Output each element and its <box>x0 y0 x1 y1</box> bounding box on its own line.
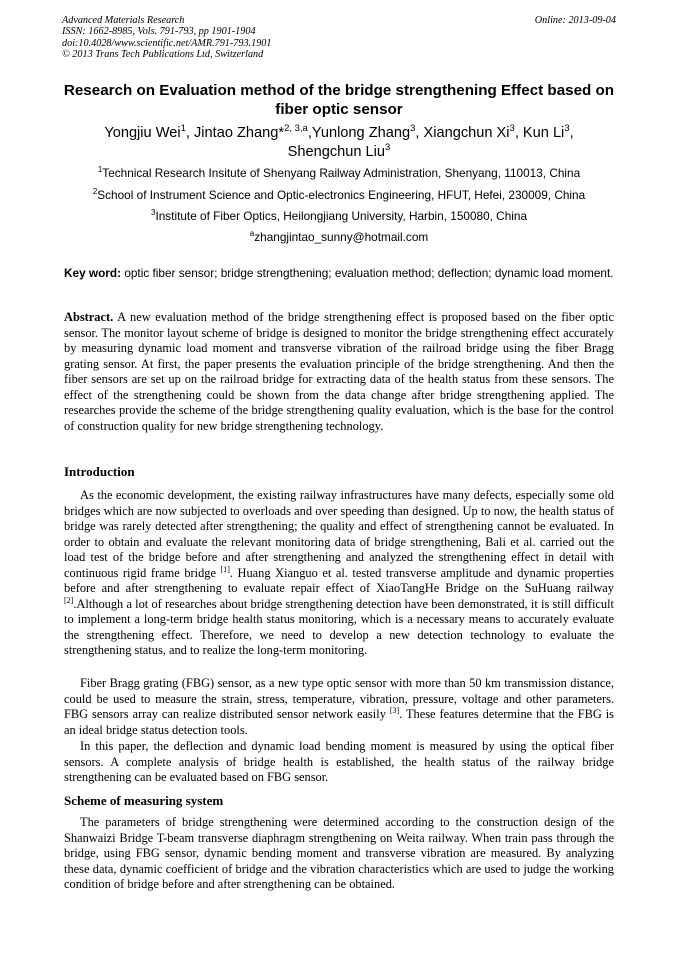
author: Shengchun Liu$^3$ <box>287 141 391 160</box>
author: Jintao Zhang*$^{2, 3,a}$, <box>194 123 312 141</box>
abstract-text: A new evaluation method of the bridge strengthening effect is proposed based on the fiber optic sensor. The monitor layout scheme of bridge is designed to monitor the bridge strengthening effect accurately by measuring dynamic load moment and transverse vibration of the railroad bridge using the fiber Bragg grating sensor. At first, the paper presents the evaluation principle of the bridge strengthening. And then the fiber sensors are set up on the railroad bridge for extracting data of the health status from these sensors. The effect of the strengthening could be shown from the data change after bridge strengthening applied. The researches provide the scheme of the bridge strengthening quality evaluation, which is the base for the control of construction quality for new bridge strengthening technology. <box>64 310 614 433</box>
keywords <box>64 266 614 280</box>
keywords-text: optic fiber sensor; bridge strengthening; evaluation method; deflection; dynamic load moment. <box>124 266 614 280</box>
section-heading: Introduction <box>64 464 135 479</box>
affiliation: $^2$School of Instrument Science and Optic-electronics Engineering, HFUT, Hefei, 230009, China <box>92 187 586 202</box>
author: Yongjiu Wei$^1$, <box>104 123 194 141</box>
author: Yunlong Zhang$^3$, <box>311 123 424 141</box>
affiliation: $^3$Institute of Fiber Optics, Heilongjiang University, Harbin, 150080, China <box>150 208 528 223</box>
abstract-label: Abstract. <box>64 310 114 324</box>
journal-header <box>62 15 616 61</box>
intro-paragraph-3: In this paper, the deflection and dynamic load bending moment is measured by using the optical fiber sensors. A complete analysis of bridge health is established, the health status of the railway bridge strengthening can be evaluated based on FBG sensor. <box>64 739 614 785</box>
corresponding-email: $^a$zhangjintao_sunny@hotmail.com <box>249 229 429 244</box>
journal-copyright: © 2013 Trans Tech Publications Ltd, Switzerland <box>62 49 264 61</box>
citation: [2] <box>64 595 74 605</box>
journal-name: Advanced Materials Research <box>62 15 185 26</box>
paper-title: Research on Evaluation method of the bridge strengthening Effect based on fiber optic sensor <box>63 82 615 118</box>
keywords-label: Key word: <box>64 266 122 280</box>
scheme-paragraph-1: The parameters of bridge strengthening were determined according to the construction design of the Shanwaizi Bridge T-beam transverse diaphragm strengthening on Weita railway. When train pass through the bridge, using FBG sensor, dynamic bending moment and transverse vibration are measured. By analyzing these data, dynamic coefficient of bridge and the vibration characteristics which are used to judge the working condition of bridge before and after strengthening can be obtained. <box>64 815 614 892</box>
citation: [3] <box>389 705 400 715</box>
author: Kun Li$^3$, <box>522 123 574 141</box>
online-date: Online: 2013-09-04 <box>534 15 616 26</box>
abstract <box>64 310 614 434</box>
journal-issn: ISSN: 1662-8985, Vols. 791-793, pp 1901-1904 <box>62 26 256 38</box>
citation: [1] <box>220 564 230 574</box>
author-list <box>60 124 618 161</box>
journal-doi: doi:10.4028/www.scientific.net/AMR.791-793.1901 <box>62 37 272 49</box>
intro-paragraph-2: Fiber Bragg grating (FBG) sensor, as a new type optic sensor with more than 50 km transmission distance, could be used to measure the strain, stress, temperature, vibration, pressure, voltage and other parameters. FBG sensors array can realize distributed sensor network easily [3]. These features determine that the FBG is an ideal bridge status detection tools. <box>64 676 614 737</box>
intro-paragraph-1: As the economic development, the existing railway infrastructures have many defects, especially some old bridges which are now subjected to overloads and over speeding than designed. Up to now, the health status of bridge was rarely detected after strengthening; the quality and effect of strengthening cannot be evaluated. In order to obtain and evaluate the relevant monitoring data of bridge strengthening, Bali et al. carried out the load test of the bridge before and after strengthening and analyzed the strengthening effect in detail with continuous rigid frame bridge [1]. Huang Xianguo et al. tested transverse amplitude and dynamic properties before and after strengthening to evaluate repair effect of XiaoTangHe Bridge on the SuHuang railway [2].Although a lot of researches about bridge strengthening detection have been demonstrated, it is still difficult to implement a long-term bridge health status monitoring, which is a necessary means to accurately evaluate the strengthening effect. Therefore, we need to develop a new detection technology to evaluate the strengthening status, and to realize the long-term monitoring. <box>64 488 614 658</box>
author: Xiangchun Xi$^3$, <box>423 123 523 141</box>
section-heading: Scheme of measuring system <box>64 793 224 808</box>
affiliation: $^1$Technical Research Insitute of Shenyang Railway Administration, Shenyang, 110013, China <box>97 165 581 180</box>
